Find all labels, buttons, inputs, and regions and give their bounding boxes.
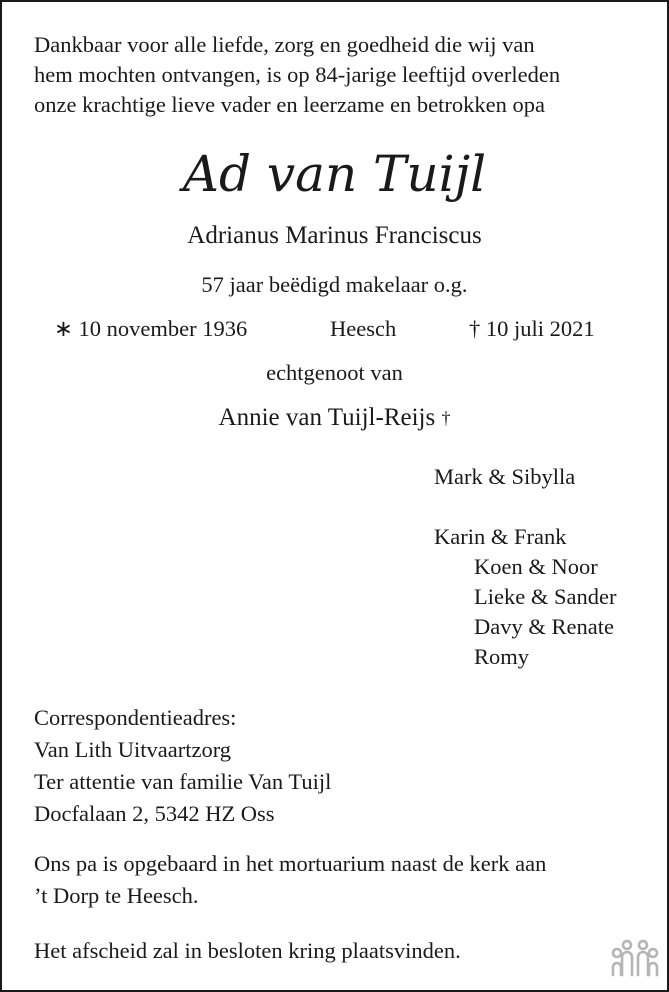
correspondence-company: Van Lith Uitvaartzorg — [34, 737, 232, 762]
place: Heesch — [330, 316, 397, 341]
cross-icon: † — [441, 408, 451, 428]
spouse-line — [2, 402, 667, 434]
spouse-name: Annie van Tuijl-Reijs — [218, 404, 436, 431]
child-1: Mark & Sibylla — [434, 464, 576, 489]
birth-date: ∗ 10 november 1936 — [54, 316, 248, 341]
grandchild: Romy — [474, 644, 530, 669]
profession: 57 jaar beëdigd makelaar o.g. — [201, 272, 468, 297]
correspondence-attention: Ter attentie van familie Van Tuijl — [34, 769, 332, 794]
correspondence-street: Docfalaan 2, 5342 HZ Oss — [34, 801, 275, 826]
notice-line: ’t Dorp te Heesch. — [34, 883, 199, 908]
notice-line: Ons pa is opgebaard in het mortuarium naast de kerk aan — [34, 851, 547, 876]
grandchild: Davy & Renate — [474, 614, 614, 639]
intro-line: hem mochten ontvangen, is op 84-jarige leeftijd overleden — [34, 62, 561, 87]
family-group-icon — [610, 938, 660, 978]
death-date: † 10 juli 2021 — [469, 316, 595, 341]
spouse-relation: echtgenoot van — [266, 360, 403, 385]
closing-line: Het afscheid zal in besloten kring plaatsvinden. — [34, 938, 461, 963]
correspondence-label: Correspondentieadres: — [34, 705, 237, 730]
deceased-name: Ad van Tuijl — [182, 145, 487, 203]
grandchild: Koen & Noor — [474, 554, 598, 579]
intro-line: Dankbaar voor alle liefde, zorg en goedheid die wij van — [34, 32, 535, 57]
grandchild: Lieke & Sander — [474, 584, 617, 609]
correspondence-address — [34, 702, 331, 830]
child-2: Karin & Frank — [434, 524, 567, 549]
full-name: Adrianus Marinus Franciscus — [187, 222, 482, 249]
viewing-notice — [34, 848, 546, 912]
intro-line: onze krachtige lieve vader en leerzame en betrokken opa — [34, 92, 545, 117]
intro-text — [34, 30, 560, 120]
